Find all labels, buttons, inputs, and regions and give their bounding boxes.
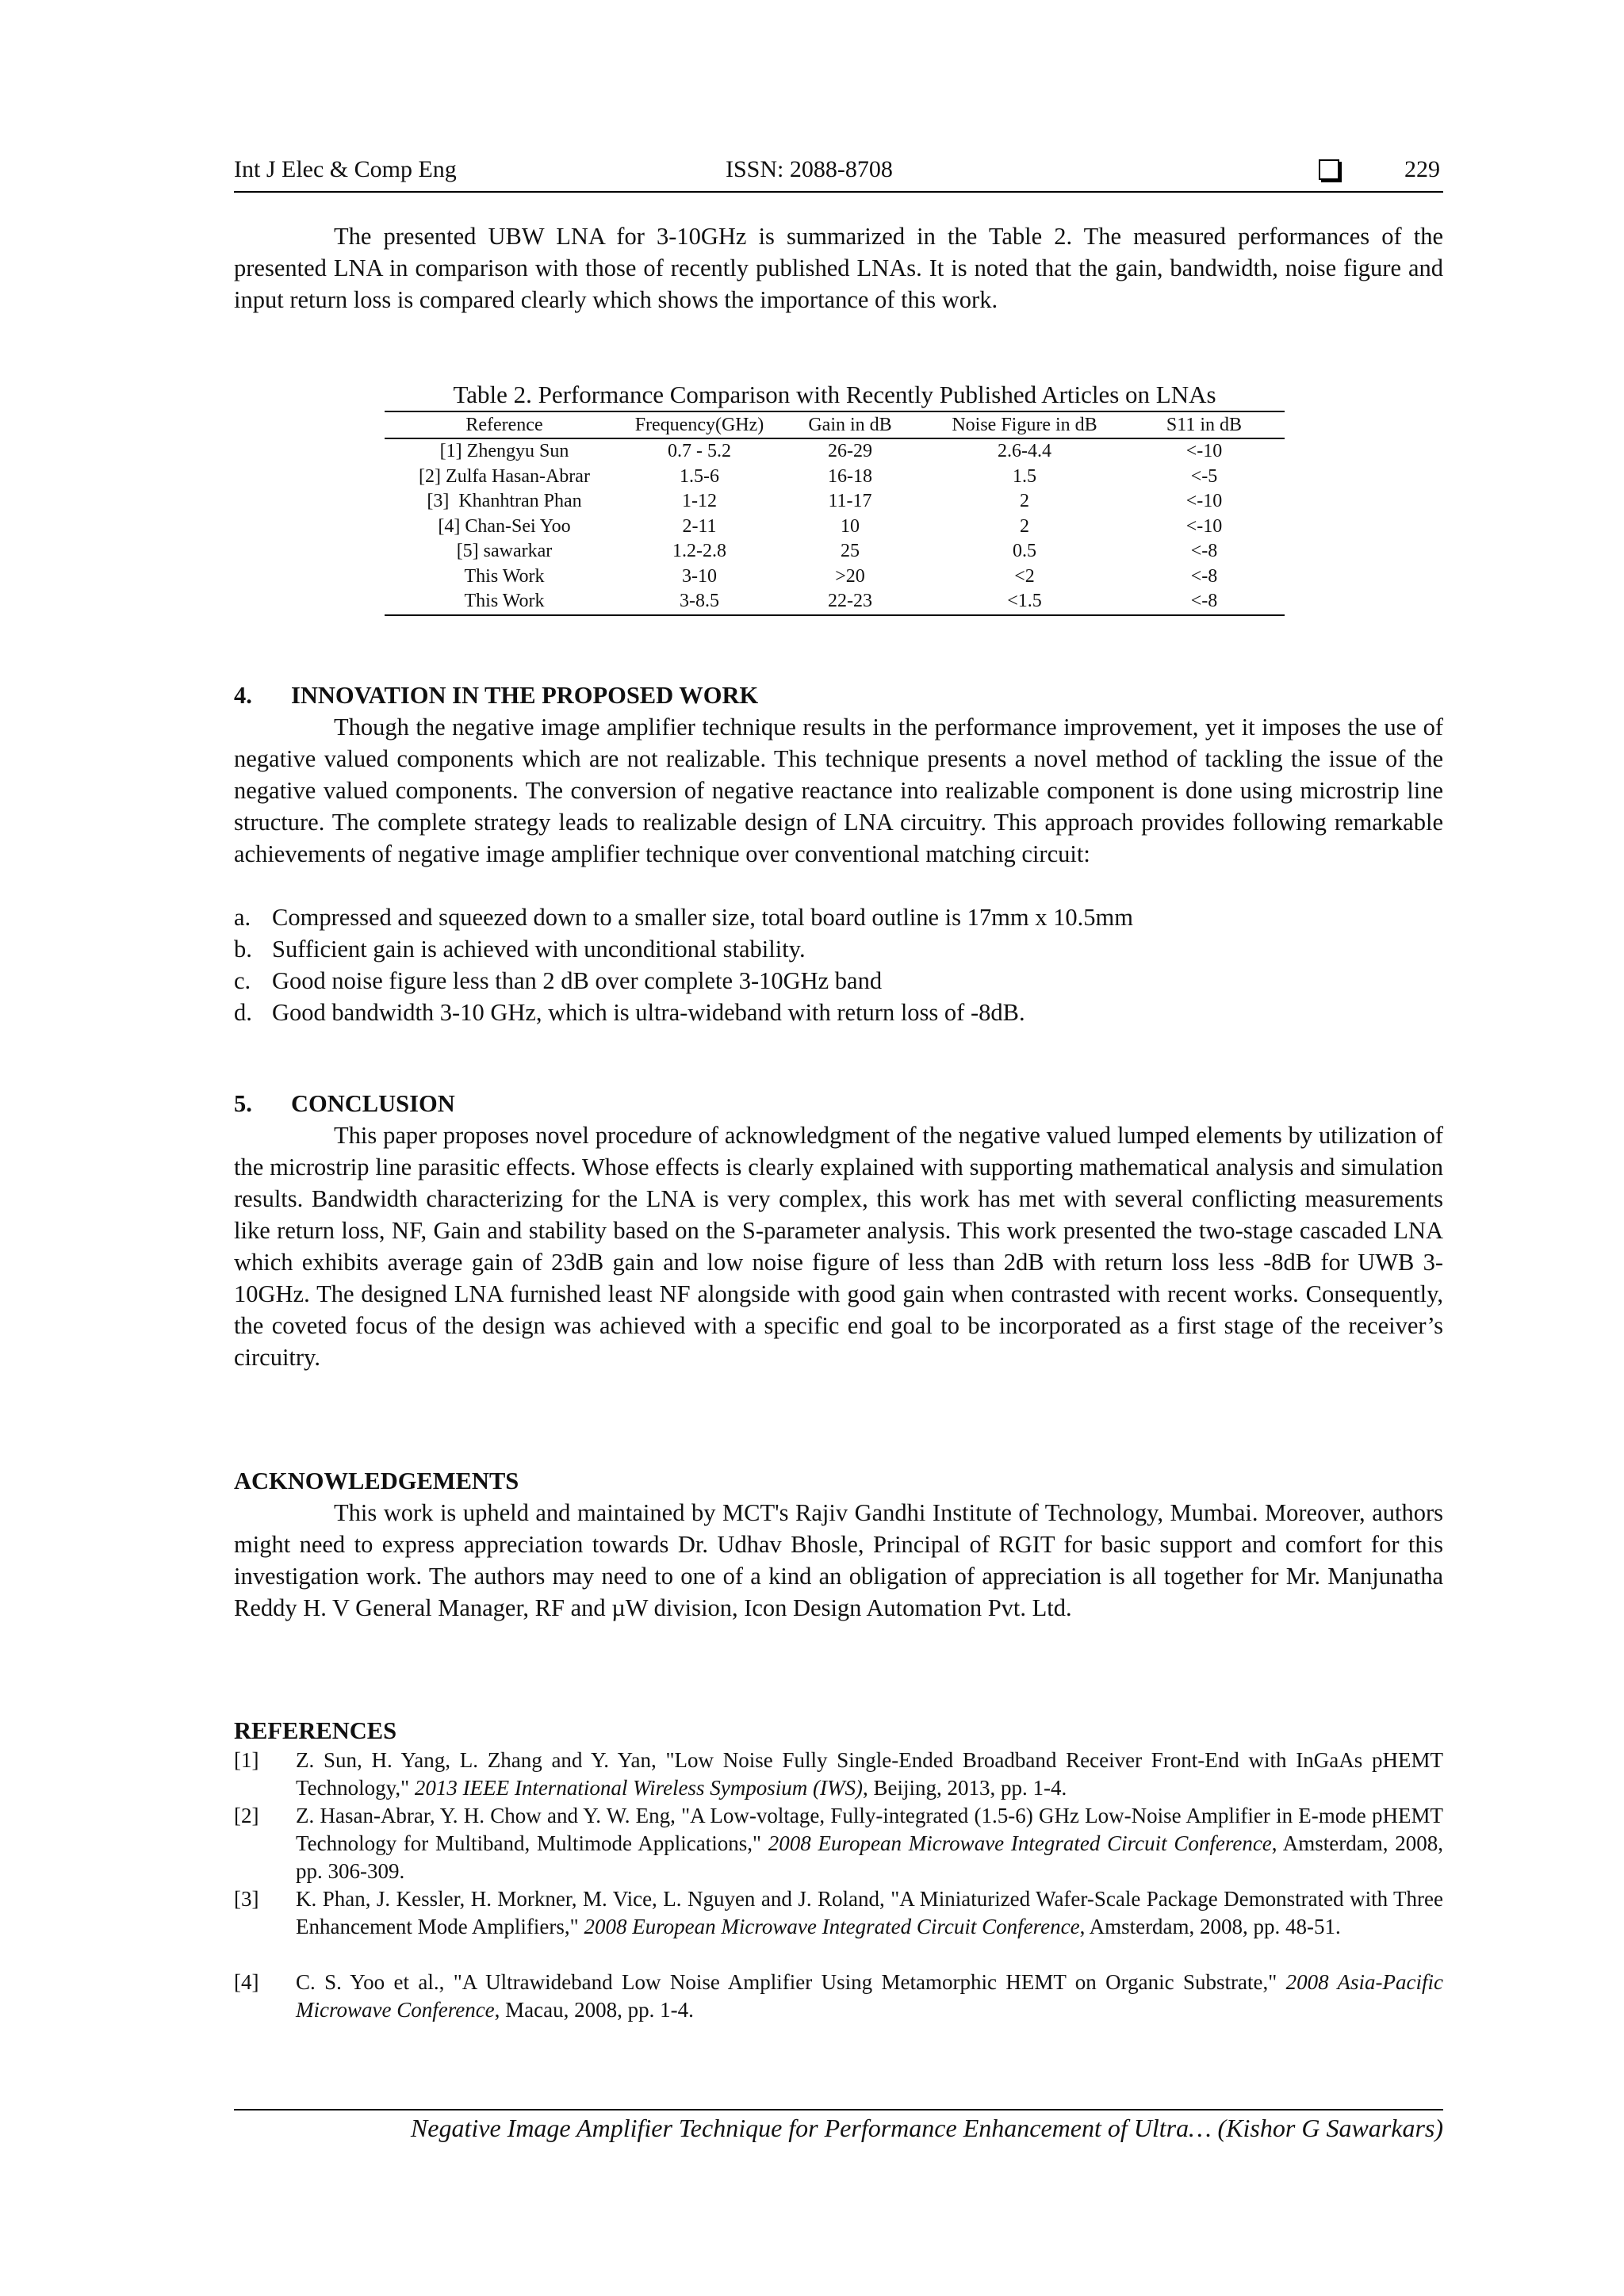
table-cell: 22-23 [775, 589, 925, 615]
list-marker: b. [234, 936, 252, 962]
table-header-row [385, 411, 1285, 438]
section-title: INNOVATION IN THE PROPOSED WORK [291, 682, 759, 709]
table-cell: <-8 [1190, 541, 1218, 562]
reference-item [234, 1747, 1443, 1802]
section-5-heading [234, 1088, 455, 1119]
table-cell: 0.7 - 5.2 [668, 441, 731, 462]
table-cell: [5] sawarkar [456, 541, 553, 562]
table-cell: 2 [1020, 491, 1029, 512]
list-text: Good noise figure less than 2 dB over complete 3-10GHz band [272, 967, 883, 994]
section-4-paragraph: Though the negative image amplifier technique results in the performance improvement, yet it imposes the use of negative valued components which are not realizable. This technique presents a novel method of tackling the issue of the negative valued components. The conversion of negative reactance into realizable component is done using microstrip line structure. The complete strategy leads to realizable design of LNA circuitry. This approach provides following remarkable achievements of negative image amplifier technique over conventional matching circuit: [234, 714, 1443, 867]
table-row [385, 438, 1285, 465]
section-number: 4. [234, 682, 252, 709]
table-cell: 0.5 [1013, 541, 1036, 562]
table-cell: 1.2-2.8 [672, 541, 726, 562]
reference-venue: 2008 European Microwave Integrated Circuit Conference [768, 1831, 1272, 1855]
journal-name: Int J Elec & Comp Eng [234, 156, 457, 182]
conclusion-paragraph: This paper proposes novel procedure of acknowledgment of the negative valued lumped elements by utilization of the microstrip line parasitic effects. Whose effects is clearly explained with supporting mathematical analysis and simulation results. Bandwidth characterizing for the LNA is very complex, this work has met with several conflicting measurements like return loss, NF, Gain and stability based on the S-parameter analysis. This work presented the two-stage cascaded LNA which exhibits average gain of 23dB gain and low noise figure of less than 2dB with return loss less -8dB for UWB 3-10GHz. The designed LNA furnished least NF alongside with good gain when contrasted with recent works. Consequently, the coveted focus of the design was achieved with a specific end goal to be incorporated as a first stage of the receiver’s circuitry. [234, 1122, 1443, 1371]
list-marker: a. [234, 904, 251, 931]
table-cell: <-5 [1190, 465, 1218, 487]
square-bullet-icon [1319, 159, 1339, 180]
table-cell: 2-11 [682, 515, 717, 537]
reference-text: K. Phan, J. Kessler, H. Morkner, M. Vice, L. Nguyen and J. Roland, "A Miniaturized Wafer-Scale Package Demonstrated with Three Enhancement Mode Amplifiers," 2008 European Microwave Integrated Circuit Conference, Amsterdam, 2008, pp. 48-51. [296, 1887, 1443, 1938]
reference-venue: 2013 IEEE International Wireless Symposium (IWS) [414, 1776, 864, 1800]
table-cell: 16-18 [828, 465, 872, 487]
reference-number: [2] [234, 1804, 259, 1827]
table-row [385, 489, 1285, 515]
table-header-cell: Reference [385, 411, 624, 438]
list-text: Compressed and squeezed down to a smaller size, total board outline is 17mm x 10.5mm [272, 904, 1133, 931]
page-footer: Negative Image Amplifier Technique for Performance Enhancement of Ultra… (Kishor G Sawarkars) [410, 2114, 1443, 2142]
reference-item [234, 1802, 1443, 1885]
reference-item [234, 1885, 1443, 1941]
table-row [385, 465, 1285, 490]
table-cell: <1.5 [925, 589, 1124, 615]
table-cell: 11-17 [828, 491, 872, 512]
page-number: 229 [1404, 156, 1440, 182]
reference-text: Z. Sun, H. Yang, L. Zhang and Y. Yan, "Low Noise Fully Single-Ended Broadband Receiver Front-End with InGaAs pHEMT Technology," 2013 IEEE International Wireless Symposium (IWS), Beijing, 2013, pp. 1-4. [296, 1748, 1443, 1800]
issn: ISSN: 2088-8708 [726, 156, 893, 182]
list-marker: d. [234, 999, 252, 1026]
table-cell: <-10 [1185, 441, 1223, 462]
table-header-cell: Noise Figure in dB [925, 411, 1124, 438]
table-cell: 26-29 [828, 441, 872, 462]
table-cell: <-8 [1190, 565, 1218, 587]
table-cell: 1.5-6 [680, 465, 719, 487]
table-cell: 3-10 [682, 565, 717, 587]
reference-venue: 2008 Asia-Pacific Microwave Conference [296, 1970, 1443, 2022]
reference-venue: 2008 European Microwave Integrated Circuit Conference [584, 1915, 1080, 1938]
table-cell: 25 [841, 541, 860, 562]
performance-table [385, 411, 1285, 616]
reference-item [234, 1969, 1443, 2024]
references-heading: REFERENCES [234, 1717, 397, 1744]
section-4-heading [234, 679, 758, 711]
table-cell: 3-8.5 [624, 589, 775, 615]
reference-number: [3] [234, 1887, 259, 1911]
intro-paragraph: The presented UBW LNA for 3-10GHz is summarized in the Table 2. The measured performances of the presented LNA in comparison with those of recently published LNAs. It is noted that the gain, bandwidth, noise figure and input return loss is compared clearly which shows the importance of this work. [234, 223, 1443, 313]
footer-rule [234, 2109, 1443, 2110]
section-number: 5. [234, 1090, 252, 1117]
table-header-cell: Gain in dB [775, 411, 925, 438]
list-item [234, 965, 1443, 997]
acknowledgements-paragraph: This work is upheld and maintained by MCT's Rajiv Gandhi Institute of Technology, Mumbai. Moreover, authors might need to express appreciation towards Dr. Udhav Bhosle, Principal of RGIT for basic support and comfort for this investigation work. The authors may need to one of a kind an obligation of appreciation is all together for Mr. Manjunatha Reddy H. V General Manager, RF and µW division, Icon Design Automation Pvt. Ltd. [234, 1499, 1443, 1621]
table-cell: <-10 [1185, 515, 1223, 537]
table-cell: This Work [385, 589, 624, 615]
table-row [385, 515, 1285, 540]
reference-number: [4] [234, 1970, 259, 1994]
table-cell: This Work [464, 565, 545, 587]
table-cell: [4] Chan-Sei Yoo [438, 515, 571, 537]
list-text: Sufficient gain is achieved with unconditional stability. [272, 936, 806, 962]
table-cell: 10 [841, 515, 860, 537]
table-cell: [3] Khanhtran Phan [427, 491, 582, 512]
table-cell: 2.6-4.4 [998, 441, 1051, 462]
list-item [234, 901, 1443, 933]
table-cell: <-8 [1124, 589, 1285, 615]
table-header-cell: Frequency(GHz) [624, 411, 775, 438]
table-cell: [1] Zhengyu Sun [439, 441, 569, 462]
reference-number: [1] [234, 1748, 259, 1772]
table-caption: Table 2. Performance Comparison with Recently Published Articles on LNAs [453, 381, 1216, 408]
table-header-cell: S11 in dB [1124, 411, 1285, 438]
table-cell: [2] Zulfa Hasan-Abrar [419, 465, 590, 487]
list-text: Good bandwidth 3-10 GHz, which is ultra-wideband with return loss of -8dB. [272, 999, 1025, 1026]
page-header [234, 153, 1443, 193]
list-marker: c. [234, 967, 251, 994]
table-cell: 1-12 [682, 491, 717, 512]
table-cell: <-10 [1185, 491, 1223, 512]
table-row [385, 589, 1285, 615]
acknowledgements-heading: ACKNOWLEDGEMENTS [234, 1468, 519, 1494]
reference-text: Z. Hasan-Abrar, Y. H. Chow and Y. W. Eng, "A Low-voltage, Fully-integrated (1.5-6) GHz Low-Noise Amplifier in E-mode pHEMT Technology for Multiband, Multimode Applications," 2008 European Microwave Integrated Circuit Conference, Amsterdam, 2008, pp. 306-309. [296, 1804, 1443, 1883]
table-cell: >20 [835, 565, 865, 587]
table-cell: 2 [1020, 515, 1029, 537]
table-row [385, 539, 1285, 564]
reference-text: C. S. Yoo et al., "A Ultrawideband Low Noise Amplifier Using Metamorphic HEMT on Organic Substrate," 2008 Asia-Pacific Microwave Conference, Macau, 2008, pp. 1-4. [296, 1970, 1443, 2022]
table-cell: 1.5 [1013, 465, 1036, 487]
list-item [234, 933, 1443, 965]
list-item [234, 997, 1443, 1028]
table-row [385, 564, 1285, 590]
table-cell: <2 [1014, 565, 1035, 587]
section-title: CONCLUSION [291, 1090, 455, 1117]
